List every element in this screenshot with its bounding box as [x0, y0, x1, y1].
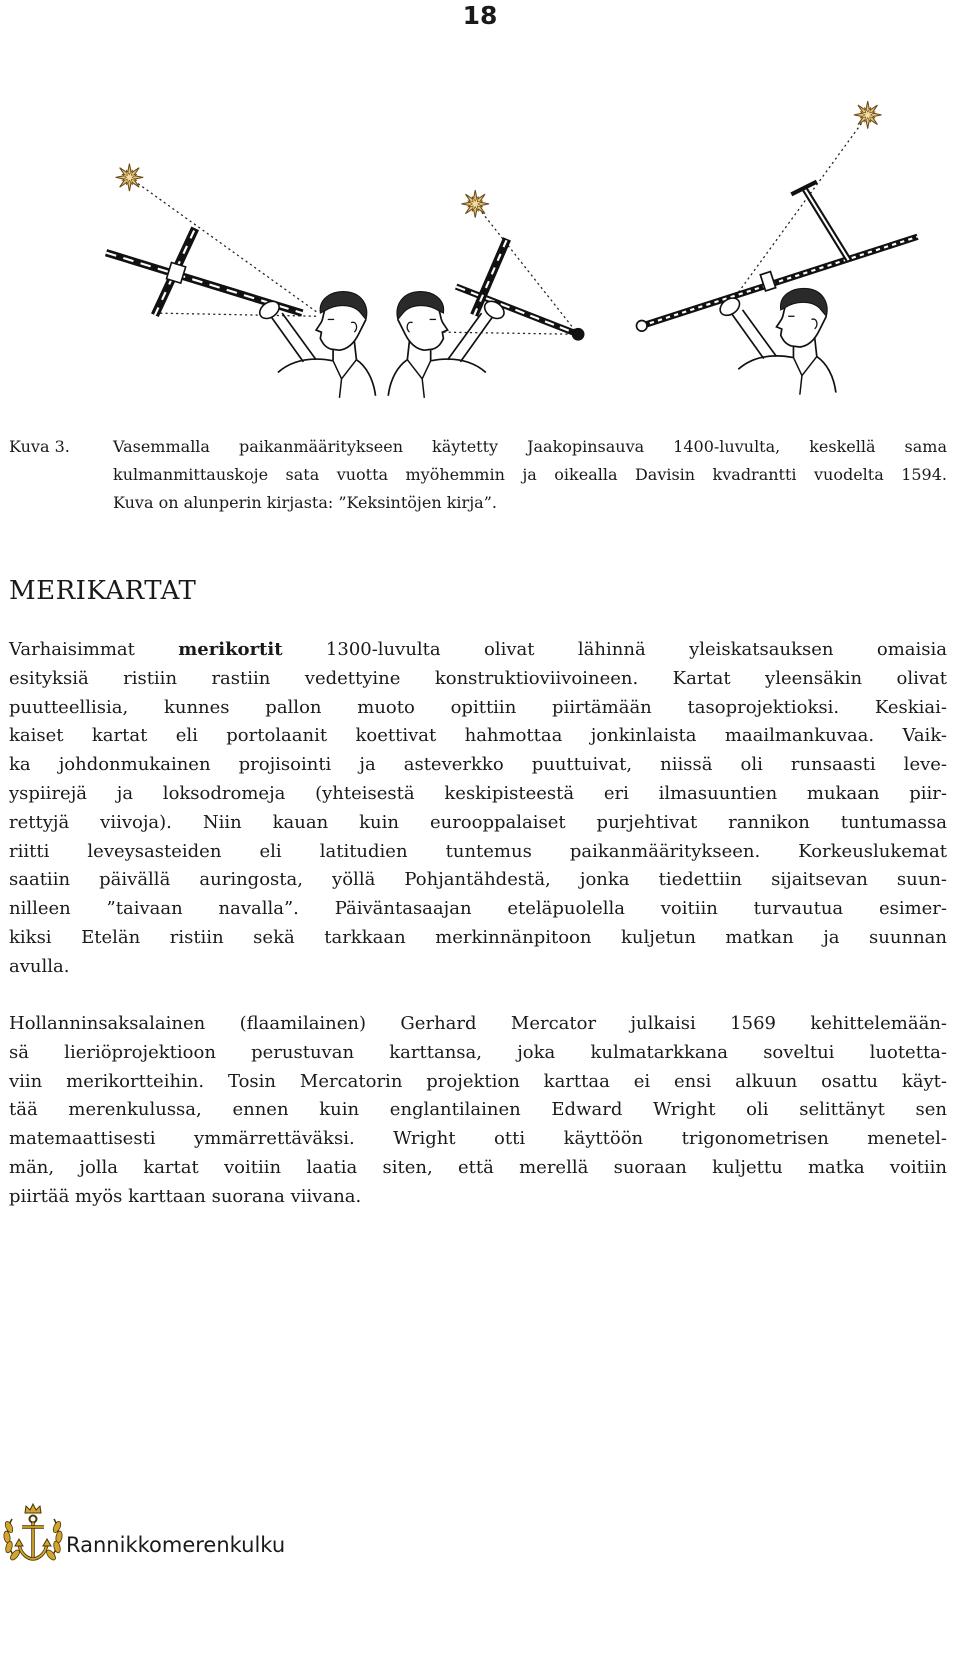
jacobs-staff-figure	[106, 164, 375, 398]
anchor-emblem-icon	[3, 1503, 63, 1565]
text-line: riitti leveysasteiden eli latitudien tuntemus paikanmääritykseen. Korkeuslukemat	[9, 840, 947, 862]
cross-staff-figure	[388, 190, 584, 398]
figure-caption	[113, 433, 947, 517]
star-icon	[854, 101, 882, 129]
davis-quadrant-figure	[636, 101, 917, 395]
text-line: rettyjä viivoja). Niin kauan kuin eurooppalaiset purjehtivat rannikon tuntumassa	[9, 811, 947, 833]
text-segment: Varhaisimmat	[9, 639, 179, 660]
text-line: esityksiä ristiin rastiin vedettyine konstruktioviivoineen. Kartat yleensäkin olivat	[9, 667, 947, 689]
text-line: män, jolla kartat voitiin laatia siten, että merellä suoraan kuljettu matka voitiin	[9, 1156, 947, 1178]
text-line: piirtää myös karttaan suorana viivana.	[9, 1185, 362, 1207]
caption-line: Vasemmalla paikanmääritykseen käytetty Jaakopinsauva 1400-luvulta, keskellä sama	[113, 437, 947, 456]
navigator-right	[717, 288, 836, 394]
text-line: puutteellisia, kunnes pallon muoto opittiin piirtämään tasoprojektioksi. Keskiai-	[9, 696, 947, 718]
sight-line	[734, 115, 868, 298]
text-segment: 1300-luvulta olivat lähinnä yleiskatsauksen omaisia	[282, 639, 947, 660]
text-line: Hollanninsaksalainen (flaamilainen) Gerhard Mercator julkaisi 1569 kehittelemään-	[9, 1013, 947, 1034]
navigation-instruments-illustration	[0, 82, 960, 400]
star-icon	[116, 164, 144, 192]
text-line: saatiin päivällä auringosta, yöllä Pohjantähdestä, jonka tiedettiin sijaitsevan suun-	[9, 869, 947, 891]
text-line: viin merikortteihin. Tosin Mercatorin projektion karttaa ei ensi alkuun osattu käyt-	[9, 1070, 947, 1092]
bold-term: merikortit	[178, 639, 283, 660]
paragraph	[9, 1010, 947, 1212]
page-number: 18	[462, 1, 498, 30]
star-icon	[461, 190, 489, 218]
text-line: sä lieriöprojektioon perustuvan karttansa, joka kulmatarkkana soveltui luotetta-	[9, 1041, 947, 1063]
text-line: kiksi Etelän ristiin sekä tarkkaan merkinnänpitoon kuljetun matkan ja suunnan	[9, 926, 947, 948]
caption-line: kulmanmittauskoje sata vuotta myöhemmin ja oikealla Davisin kvadrantti vuodelta 1594.	[113, 465, 947, 484]
brand-name: Rannikkomerenkulku	[66, 1533, 286, 1557]
text-line: yspiirejä ja loksodromeja (yhteisestä keskipisteestä eri ilmasuuntien mukaan piir-	[9, 782, 947, 804]
horizon-line	[443, 332, 578, 334]
text-line: ka johdonmukainen projisointi ja asteverkko puuttuivat, niissä oli runsaasti leve-	[9, 754, 947, 776]
section-heading: MERIKARTAT	[9, 576, 197, 606]
navigator-left	[256, 292, 375, 398]
text-line: matemaattisesti ymmärrettäväksi. Wright otti käyttöön trigonometrisen menetel-	[9, 1128, 947, 1150]
caption-line: Kuva on alunperin kirjasta: ”Keksintöjen kirja”.	[113, 493, 497, 512]
text-line	[9, 636, 947, 665]
text-line: kaiset kartat eli portolaanit koettivat hahmottaa jonkinlaista maailmankuvaa. Vaik-	[9, 725, 947, 747]
paragraph	[9, 636, 947, 982]
text-line: avulla.	[9, 955, 70, 977]
caption-label: Kuva 3.	[9, 437, 70, 456]
text-line: tää merenkulussa, ennen kuin englantilainen Edward Wright oli selittänyt sen	[9, 1099, 947, 1121]
navigator-middle	[388, 292, 507, 398]
text-line: nilleen ”taivaan navalla”. Päiväntasaajan eteläpuolella voitiin turvautua esimer-	[9, 898, 947, 920]
